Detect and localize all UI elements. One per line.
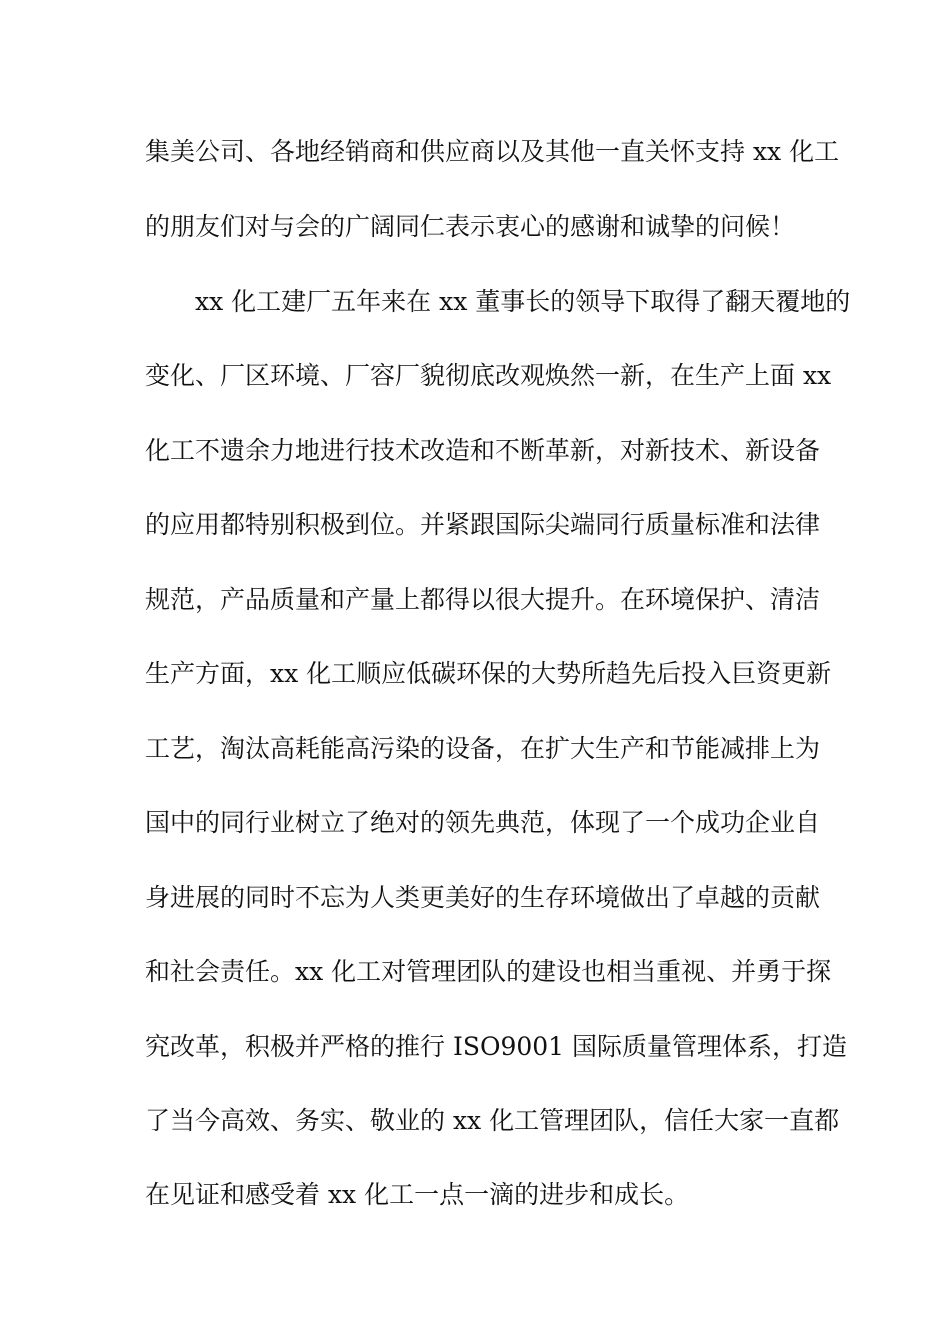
text-line: 生产方面，xx 化工顺应低碳环保的大势所趋先后投入巨资更新 — [145, 659, 832, 688]
text-line: 究改革，积极并严格的推行 ISO9001 国际质量管理体系，打造 — [145, 1032, 848, 1061]
paragraph-last-line: 在见证和感受着 xx 化工一点一滴的进步和成长。 — [145, 1180, 690, 1209]
text-line: 化工不遗余力地进行技术改造和不断革新，对新技术、新设备 — [145, 436, 821, 465]
text-line: 的应用都特别积极到位。并紧跟国际尖端同行质量标准和法律 — [145, 510, 821, 539]
text-line: 了当今高效、务实、敬业的 xx 化工管理团队，信任大家一直都 — [145, 1106, 840, 1135]
text-line: 的朋友们对与会的广阔同仁表示衷心的感谢和诚挚的问候！ — [145, 212, 796, 241]
paragraph-first-line: xx 化工建厂五年来在 xx 董事长的领导下取得了翻天覆地的 — [195, 287, 851, 316]
text-line: 集美公司、各地经销商和供应商以及其他一直关怀支持 xx 化工 — [145, 137, 840, 166]
text-line: 身进展的同时不忘为人类更美好的生存环境做出了卓越的贡献 — [145, 883, 821, 912]
text-line: 变化、厂区环境、厂容厂貌彻底改观焕然一新，在生产上面 xx — [145, 361, 832, 390]
text-line: 和社会责任。xx 化工对管理团队的建设也相当重视、并勇于探 — [145, 957, 832, 986]
text-line: 工艺，淘汰高耗能高污染的设备，在扩大生产和节能减排上为 — [145, 734, 821, 763]
text-line: 规范，产品质量和产量上都得以很大提升。在环境保护、清洁 — [145, 585, 821, 614]
text-line: 国中的同行业树立了绝对的领先典范，体现了一个成功企业自 — [145, 808, 821, 837]
